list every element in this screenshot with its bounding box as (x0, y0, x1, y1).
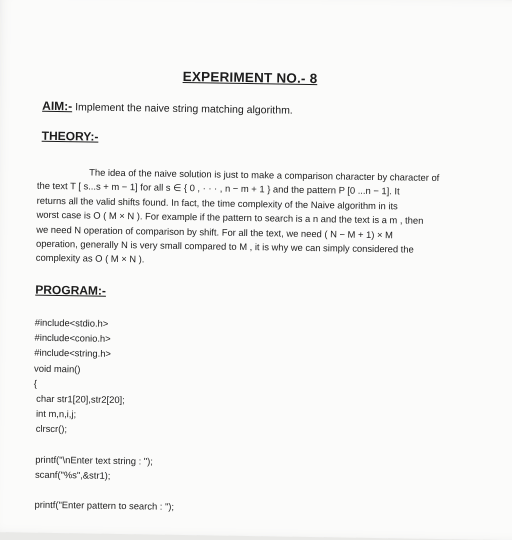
code-line: void main() (34, 362, 81, 375)
code-line: printf("\nEnter text string : "); (32, 453, 153, 467)
theory-line: operation, generally N is very small compared to M , it is why we can simply considered the (35, 237, 414, 255)
program-heading: PROGRAM:- (35, 282, 107, 298)
code-line: #include<conio.h> (34, 331, 111, 345)
code-line: int m,n,i,j; (33, 407, 77, 420)
code-line: { (33, 377, 38, 389)
aim-label: AIM:- (42, 98, 73, 114)
code-line: scanf("%s",&str1); (32, 468, 111, 481)
theory-line: complexity as O ( M × N ). (35, 252, 145, 265)
theory-line: returns all the valid shifts found. In fact, the time complexity of the Naive algorithm in its (36, 194, 398, 212)
aim-line (42, 99, 293, 117)
program-code (32, 315, 177, 515)
theory-line: we need N operation of comparison by shift. For all the text, we need ( N − M + 1) × M (36, 223, 394, 240)
code-line: #include<stdio.h> (34, 316, 109, 329)
theory-line: The idea of the naive solution is just to make a comparison character by character of (89, 166, 440, 184)
page-title: EXPERIMENT NO.- 8 (182, 68, 318, 87)
code-line: clrscr(); (33, 423, 68, 435)
aim-text: Implement the naive string matching algorithm. (72, 101, 293, 117)
theory-line: worst case is O ( M × N ). For example if the pattern to search is a n and the text is a m , then (36, 208, 424, 226)
code-line: char str1[20],str2[20]; (33, 392, 125, 406)
theory-line: the text T [ s...s + m − 1] for all s ∈ { 0 , · · · , n − m + 1 } and the pattern P [0 ...n − 1]. It (36, 180, 400, 197)
code-line: #include<string.h> (34, 347, 112, 360)
theory-heading: THEORY:- (41, 128, 99, 144)
theory-paragraph (36, 165, 470, 273)
code-line: printf("Enter pattern to search : "); (31, 499, 175, 513)
